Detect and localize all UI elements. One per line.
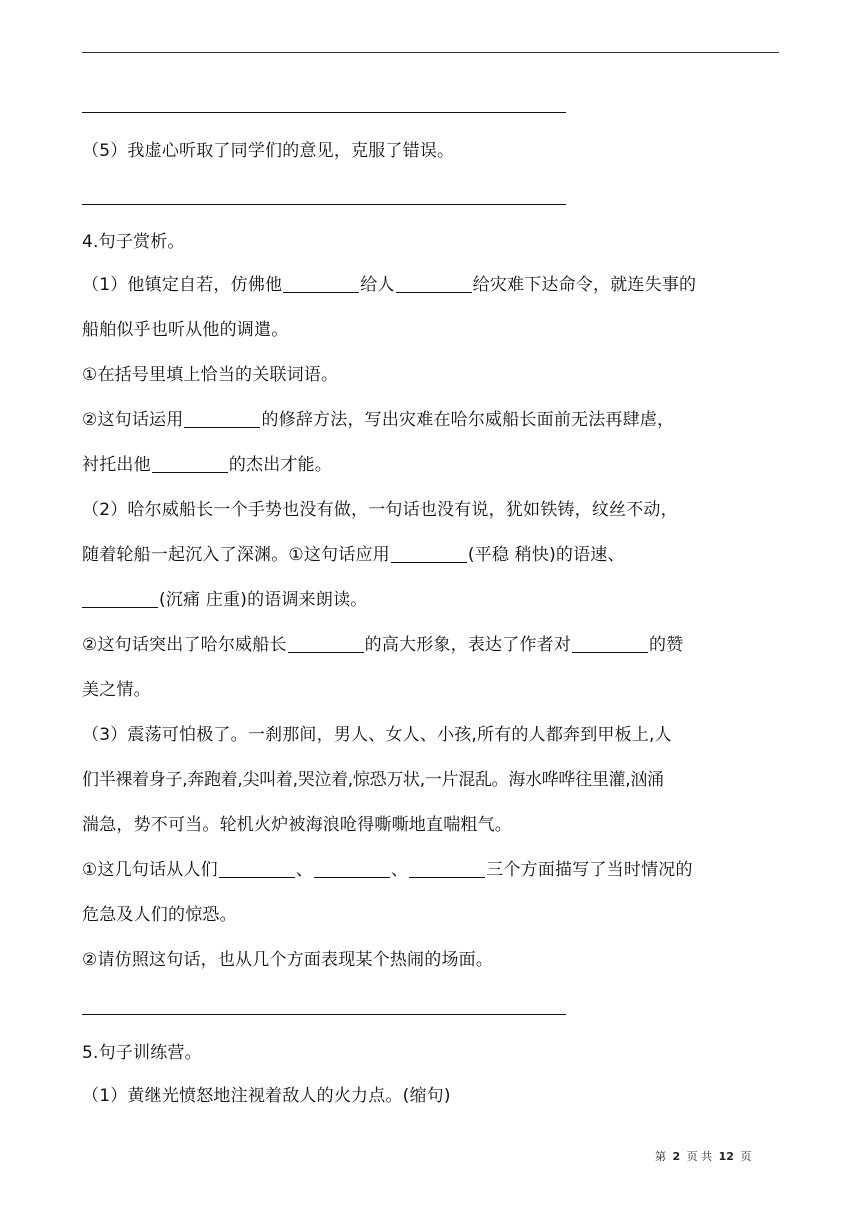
- text-segment: 随着轮船一起沉入了深渊。①这句话应用: [82, 545, 390, 565]
- footer-mid: 页 共: [686, 1150, 713, 1163]
- fill-blank[interactable]: [219, 859, 295, 878]
- answer-line: [82, 112, 566, 113]
- q4-3-sub1-line1: [82, 858, 782, 882]
- q4-1-line1: [82, 273, 782, 297]
- q4-2-sub2-line2: 美之情。: [82, 680, 151, 700]
- q4-1-sub2-line2: [82, 453, 782, 477]
- fill-blank[interactable]: [391, 544, 467, 563]
- q4-3-line2: 们半裸着身子,奔跑着,尖叫着,哭泣着,惊恐万状,一片混乱。海水哗哗往里灌,汹涌: [82, 770, 664, 790]
- text-segment: (沉痛 庄重)的语调来朗读。: [159, 590, 368, 610]
- answer-line: [82, 204, 566, 205]
- fill-blank[interactable]: [314, 859, 390, 878]
- text-segment: 给灾难下达命令，就连失事的: [472, 275, 697, 295]
- fill-blank[interactable]: [288, 634, 364, 653]
- q5-1: （1）黄继光愤怒地注视着敌人的火力点。(缩句): [82, 1086, 451, 1106]
- page-footer: [655, 1150, 751, 1164]
- q4-3-line1: （3）震荡可怕极了。一刹那间，男人、女人、小孩,所有的人都奔到甲板上,人: [82, 725, 672, 745]
- q4-1-sub1: ①在括号里填上恰当的关联词语。: [82, 365, 339, 385]
- text-segment: （1）他镇定自若，仿佛他: [82, 275, 283, 295]
- fill-blank[interactable]: [572, 634, 648, 653]
- q4-2-line3: [82, 588, 782, 612]
- text-segment: 、: [295, 860, 314, 880]
- text-segment: ②这句话运用: [82, 410, 184, 430]
- question-4-title: 4.句子赏析。: [82, 232, 185, 252]
- q4-3-sub1-line2: 危急及人们的惊恐。: [82, 905, 237, 925]
- fill-blank[interactable]: [184, 409, 260, 428]
- fill-blank[interactable]: [283, 274, 359, 293]
- footer-page-number: 2: [672, 1150, 681, 1163]
- text-segment: 的杰出才能。: [228, 455, 333, 475]
- q4-3-line3: 湍急，势不可当。轮机火炉被海浪呛得嘶嘶地直喘粗气。: [82, 815, 512, 835]
- q4-1-line2: 船舶似乎也听从他的调遣。: [82, 320, 289, 340]
- answer-line: [82, 1014, 566, 1015]
- footer-total-pages: 12: [718, 1150, 734, 1163]
- fill-blank[interactable]: [409, 859, 485, 878]
- sentence-5: （5）我虚心听取了同学们的意见，克服了错误。: [82, 141, 455, 161]
- text-segment: 的赞: [649, 635, 684, 655]
- q4-2-line2: [82, 543, 782, 567]
- header-rule: [82, 52, 779, 53]
- text-segment: 给人: [360, 275, 395, 295]
- q4-2-line1: （2）哈尔威船长一个手势也没有做，一句话也没有说，犹如铁铸，纹丝不动，: [82, 500, 678, 520]
- q4-3-sub2: ②请仿照这句话，也从几个方面表现某个热闹的场面。: [82, 950, 494, 970]
- text-segment: 的高大形象，表达了作者对: [364, 635, 572, 655]
- footer-suffix: 页: [740, 1150, 752, 1163]
- text-segment: 、: [391, 860, 409, 880]
- fill-blank[interactable]: [152, 454, 228, 473]
- text-segment: 衬托出他: [82, 455, 151, 475]
- text-segment: 三个方面描写了当时情况的: [486, 860, 693, 880]
- fill-blank[interactable]: [396, 274, 472, 293]
- fill-blank[interactable]: [82, 589, 158, 608]
- text-segment: 的修辞方法，写出灾难在哈尔威船长面前无法再肆虐，: [261, 410, 675, 430]
- question-5-title: 5.句子训练营。: [82, 1043, 202, 1063]
- text-segment: ①这几句话从人们: [82, 860, 218, 880]
- text-segment: (平稳 稍快)的语速、: [467, 545, 625, 565]
- text-segment: ②这句话突出了哈尔威船长: [82, 635, 287, 655]
- q4-1-sub2-line1: [82, 408, 782, 432]
- footer-prefix: 第: [655, 1150, 666, 1163]
- q4-2-sub2-line1: [82, 633, 782, 657]
